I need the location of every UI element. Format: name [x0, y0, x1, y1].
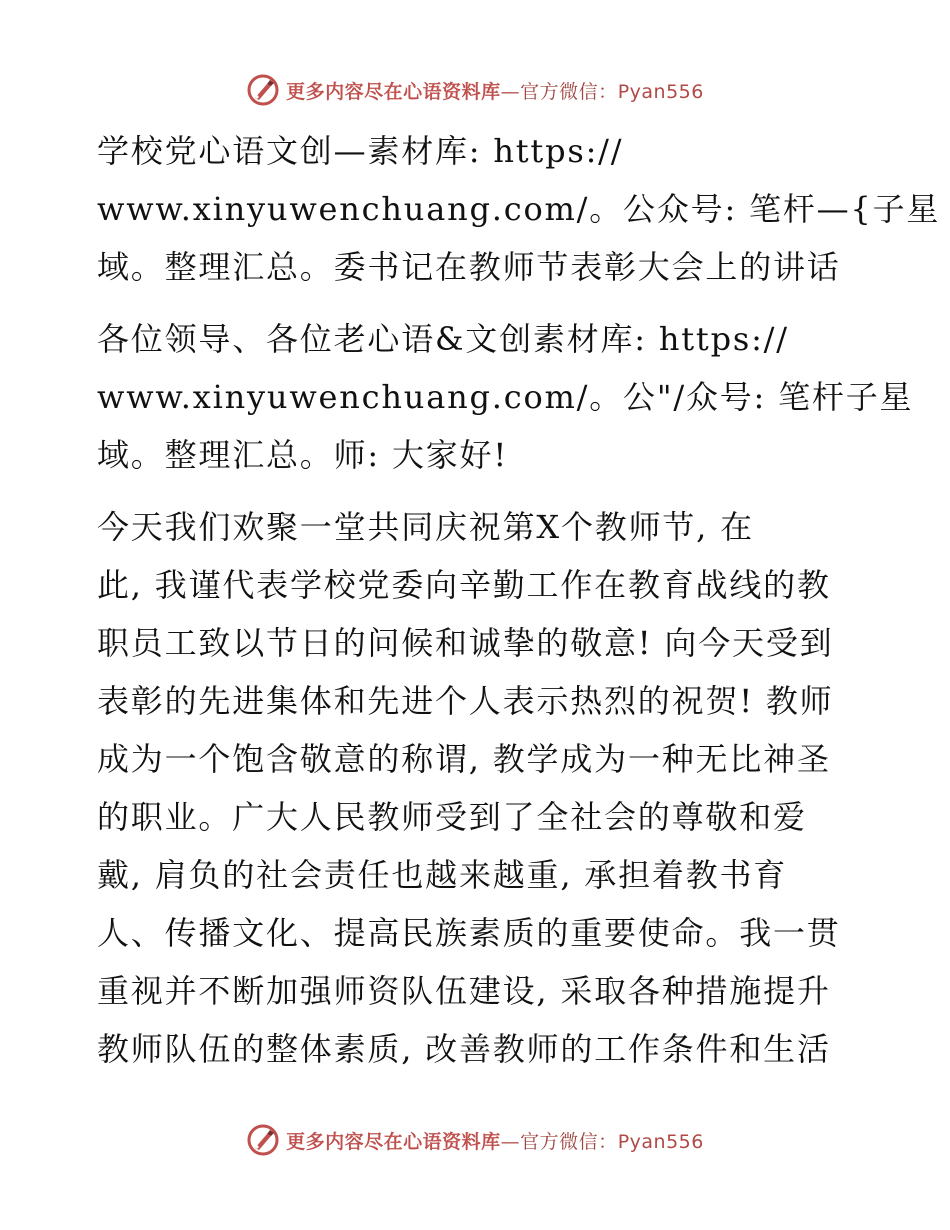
- banner-dash: —: [500, 80, 521, 103]
- paragraph-spacer: [97, 296, 857, 310]
- paragraph-line: 域。整理汇总。师: 大家好!: [97, 436, 509, 474]
- paragraph-line: 各位领导、各位老心语&文创素材库: https://: [97, 320, 789, 358]
- header-banner: [0, 70, 950, 110]
- banner-handle: Pyan556: [617, 1130, 704, 1153]
- paragraph-line: 教师队伍的整体素质, 改善教师的工作条件和生活: [97, 1030, 831, 1068]
- paragraph-3: [97, 498, 857, 1078]
- footer-banner-text: [286, 1127, 704, 1154]
- pen-nib-logo-icon: [246, 1123, 280, 1157]
- paragraph-line: www.xinyuwenchuang.com/。公"/众号: 笔杆子星: [97, 378, 914, 416]
- banner-wechat-label: 官方微信：: [520, 1130, 618, 1153]
- banner-brand: 更多内容尽在心语资料库: [286, 80, 501, 103]
- paragraph-line: 此, 我谨代表学校党委向辛勤工作在教育战线的教: [97, 566, 831, 604]
- banner-brand: 更多内容尽在心语资料库: [286, 1130, 501, 1153]
- banner-wechat-label: 官方微信：: [520, 80, 618, 103]
- banner-dash: —: [500, 1130, 521, 1153]
- paragraph-1: [97, 122, 941, 296]
- header-banner-text: [286, 77, 704, 104]
- pen-nib-logo-icon: [246, 73, 280, 107]
- paragraph-line: 域。整理汇总。委书记在教师节表彰大会上的讲话: [97, 248, 841, 286]
- paragraph-line: 今天我们欢聚一堂共同庆祝第X个教师节, 在: [97, 508, 754, 546]
- banner-handle: Pyan556: [617, 80, 704, 103]
- paragraph-line: 职员工致以节日的问候和诚挚的敬意! 向今天受到: [97, 624, 834, 662]
- paragraph-line: www.xinyuwenchuang.com/。公众号: 笔杆—{子星: [97, 190, 941, 228]
- document-body: [97, 122, 941, 1078]
- paragraph-line: 学校党心语文创—素材库: https://: [97, 132, 624, 170]
- paragraph-line: 戴, 肩负的社会责任也越来越重, 承担着教书育: [97, 856, 788, 894]
- paragraph-2: [97, 310, 914, 484]
- paragraph-line: 表彰的先进集体和先进个人表示热烈的祝贺! 教师: [97, 682, 834, 720]
- paragraph-line: 重视并不断加强师资队伍建设, 采取各种措施提升: [97, 972, 831, 1010]
- paragraph-line: 的职业。广大人民教师受到了全社会的尊敬和爱: [97, 798, 807, 836]
- paragraph-line: 人、传播文化、提高民族素质的重要使命。我一贯: [97, 914, 841, 952]
- paragraph-spacer: [97, 484, 857, 498]
- paragraph-line: 成为一个饱含敬意的称谓, 教学成为一种无比神圣: [97, 740, 831, 778]
- footer-banner: [0, 1120, 950, 1160]
